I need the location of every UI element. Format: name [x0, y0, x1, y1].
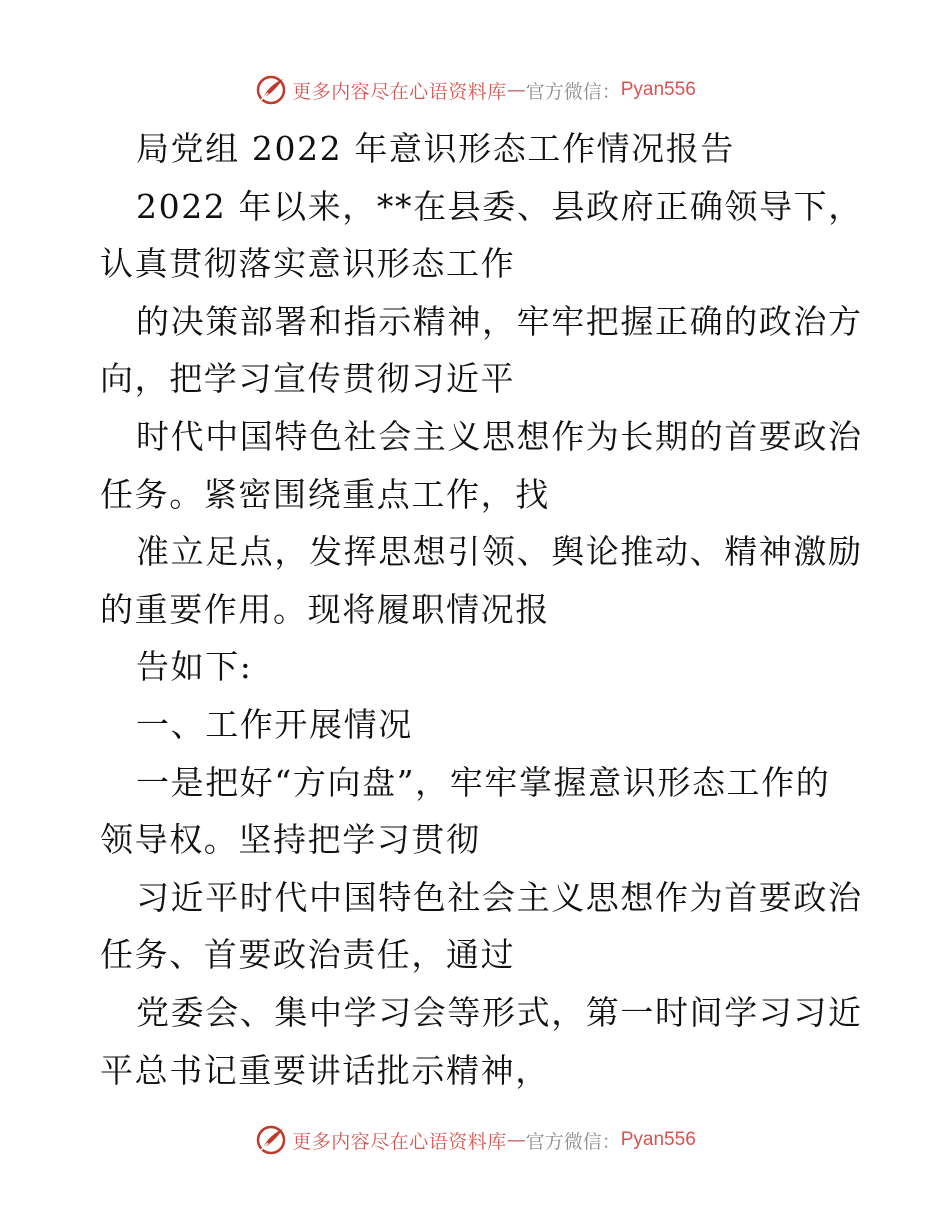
watermark-wechat-id: Pyan556 [620, 79, 696, 100]
paragraph-line: 的重要作用。现将履职情况报 [100, 589, 550, 629]
feather-pen-logo-icon [254, 73, 288, 107]
footer-watermark [0, 1120, 950, 1160]
watermark-main-text: 更多内容尽在心语资料库 [292, 80, 507, 103]
paragraph-line: 2022 年以来，**在县委、县政府正确领导下， [136, 186, 863, 226]
header-watermark [0, 70, 950, 110]
document-title: 局党组 2022 年意识形态工作情况报告 [136, 129, 735, 168]
paragraph-line: 一是把好“方向盘”，牢牢掌握意识形态工作的 [136, 762, 831, 802]
watermark-sub-text: 官方微信： [525, 80, 621, 103]
paragraph-line: 任务。紧密围绕重点工作，找 [100, 474, 550, 514]
paragraph-line: 党委会、集中学习会等形式，第一时间学习习近 [136, 992, 863, 1032]
watermark-main-text: 更多内容尽在心语资料库 [292, 1130, 507, 1153]
paragraph-line: 的决策部署和指示精神，牢牢把握正确的政治方 [136, 301, 863, 341]
paragraph-line: 任务、首要政治责任，通过 [100, 935, 516, 975]
paragraph-line: 时代中国特色社会主义思想作为长期的首要政治 [136, 416, 863, 456]
section-heading: 一、工作开展情况 [136, 704, 413, 744]
paragraph-line: 向，把学习宣传贯彻习近平 [100, 359, 516, 399]
watermark-dash: — [506, 1129, 526, 1151]
paragraph-line: 认真贯彻落实意识形态工作 [100, 244, 516, 284]
watermark-sub-text: 官方微信： [525, 1130, 621, 1153]
paragraph-line: 习近平时代中国特色社会主义思想作为首要政治 [136, 877, 863, 917]
paragraph-line: 告如下: [136, 647, 253, 687]
paragraph-line: 准立足点，发挥思想引领、舆论推动、精神激励 [136, 532, 863, 572]
watermark-wechat-id: Pyan556 [620, 1129, 696, 1150]
paragraph-line: 领导权。坚持把学习贯彻 [100, 820, 481, 860]
watermark-dash: — [506, 79, 526, 101]
feather-pen-logo-icon [254, 1123, 288, 1157]
paragraph-line: 平总书记重要讲话批示精神， [100, 1050, 550, 1090]
document-body [100, 120, 863, 1099]
